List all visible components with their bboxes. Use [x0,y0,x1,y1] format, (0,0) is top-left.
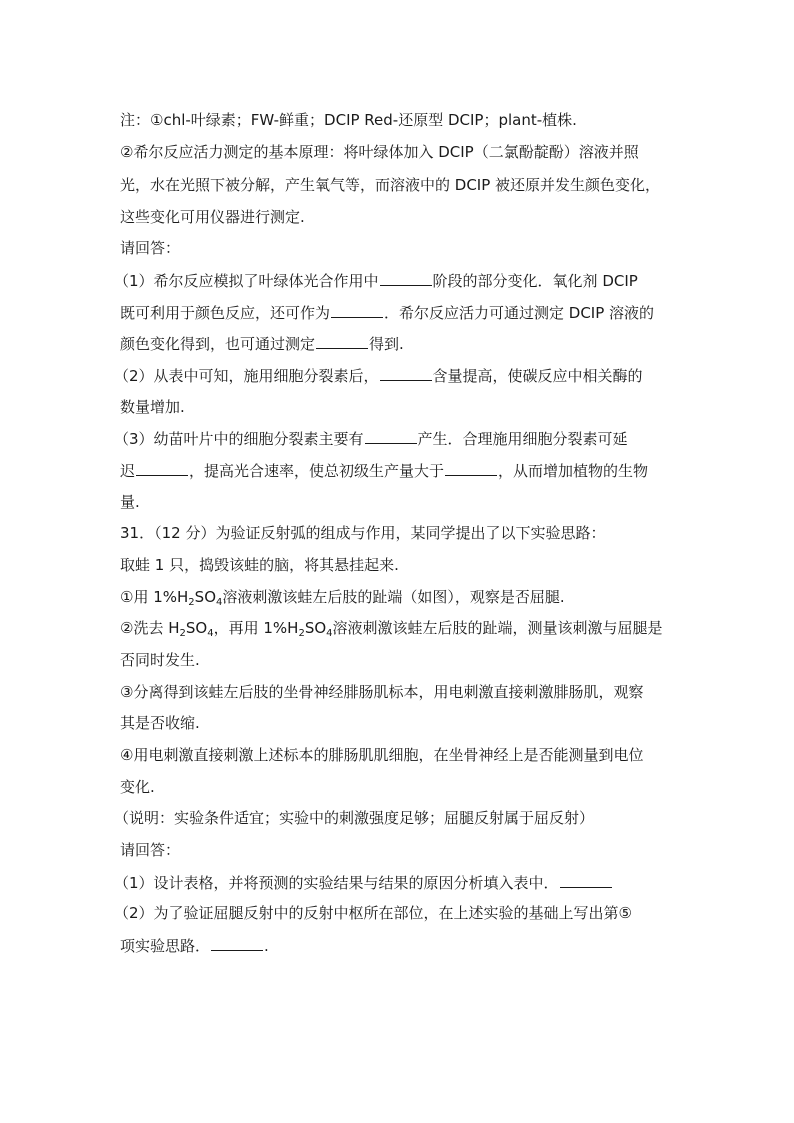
q31-explanation: （说明：实验条件适宜；实验中的刺激强度足够；屈腿反射属于屈反射） [114,809,595,827]
q31-2-line-1: （2）为了验证屈腿反射中的反射中枢所在部位，在上述实验的基础上写出第⑤ [114,904,632,922]
q30-3-line-2: 迟 ，提高光合速率，使总初级生产量大于 ，从而增加植物的生物 [120,462,649,480]
note-line-1: 注：①chl-叶绿素；FW-鲜重；DCIP Red-还原型 DCIP；plant-植株. [120,111,577,129]
note-line-3: 光，水在光照下被分解，产生氧气等，而溶液中的 DCIP 被还原并发生颜色变化， [120,176,661,194]
answer-blank [380,365,432,381]
q31-step-2-line-2: 否同时发生. [120,651,200,669]
q30-1-line-2: 既可利用于颜色反应，还可作为 ．希尔反应活力可通过测定 DCIP 溶液的 [120,304,655,322]
q30-3-line-1: （3）幼苗叶片中的细胞分裂素主要有 产生．合理施用细胞分裂素可延 [114,430,628,448]
answer-blank [136,460,188,476]
q31-step-3-line-1: ③分离得到该蛙左后肢的坐骨神经腓肠肌标本，用电刺激直接刺激腓肠肌，观察 [120,683,644,701]
q31-step-0: 取蛙 1 只，捣毁该蛙的脑，将其悬挂起来. [120,556,399,574]
q31-step-1: ①用 $1\%H_2SO_4$溶液刺激该蛙左后肢的趾端（如图），观察是否屈腿. [120,588,565,608]
q30-1-line-3: 颜色变化得到，也可通过测定 得到. [120,335,404,353]
answer-blank [380,270,432,286]
q30-2-line-1: （2）从表中可知，施用细胞分裂素后， 含量提高，使碳反应中相关酶的 [114,367,643,385]
q30-1-line-1: （1）希尔反应模拟了叶绿体光合作用中 阶段的部分变化．氧化剂 DCIP [114,272,638,290]
q31-step-4-line-2: 变化. [120,778,155,796]
answer-blank [331,302,383,318]
q30-3-line-3: 量. [120,493,140,511]
q31-step-2-line-1: ②洗去 $H_2SO_4$，再用 $1\%H_2SO_4$溶液刺激该蛙左后肢的趾端，测量该刺激与屈腿是 [120,619,663,639]
q31-heading: 31．（12 分）为验证反射弧的组成与作用，某同学提出了以下实验思路： [120,524,606,542]
q31-2-line-2: 项实验思路． . [120,937,269,955]
q31-1: （1）设计表格，并将预测的实验结果与结果的原因分析填入表中． [114,872,674,893]
q31-step-3-line-2: 其是否收缩. [120,714,200,732]
answer-blank [211,935,263,951]
answer-blank [560,872,612,888]
note-line-2: ②希尔反应活力测定的基本原理：将叶绿体加入 DCIP（二氯酚靛酚）溶液并照 [120,143,639,161]
q30-2-line-2: 数量增加. [120,398,185,416]
answer-blank [445,460,497,476]
answer-blank [365,428,417,444]
note-line-4: 这些变化可用仪器进行测定. [120,208,305,226]
q31-step-4-line-1: ④用电刺激直接刺激上述标本的腓肠肌肌细胞，在坐骨神经上是否能测量到电位 [120,746,644,764]
answer-blank [316,333,368,349]
q31-prompt: 请回答： [120,841,181,859]
q30-prompt: 请回答： [120,239,181,257]
